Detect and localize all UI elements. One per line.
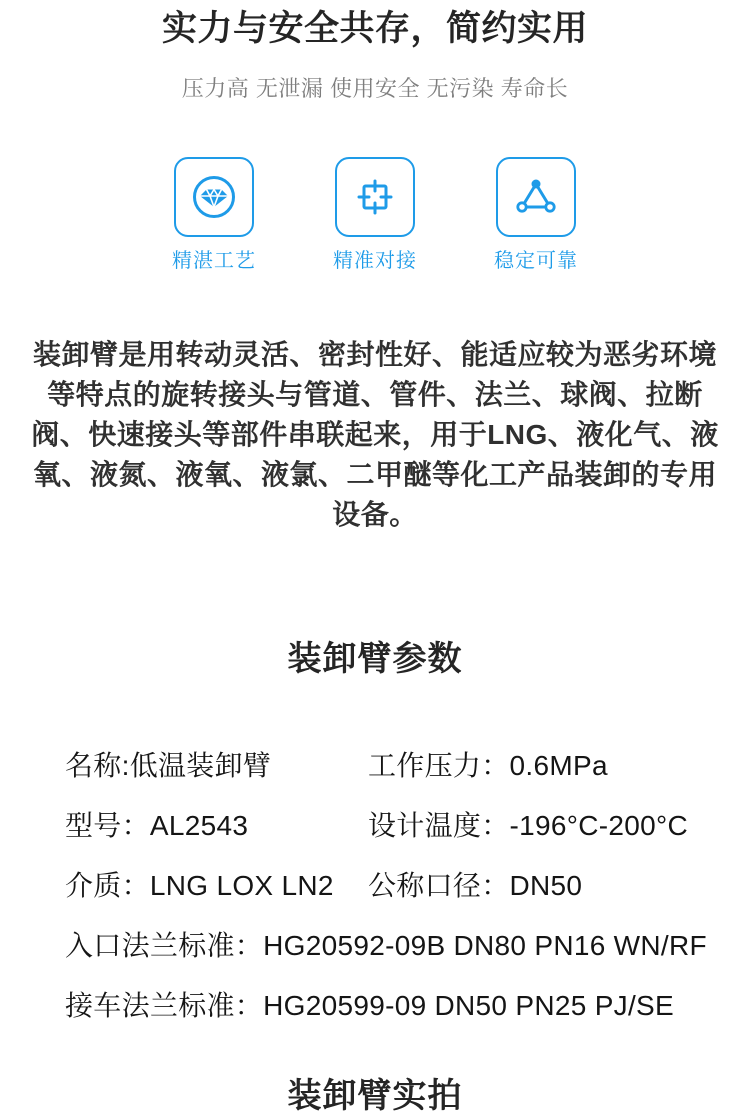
section-title-photos: 装卸臂实拍: [287, 1077, 463, 1115]
param-working-pressure: [368, 750, 720, 782]
param-label: 入口法兰标准：: [65, 930, 264, 961]
param-model: [65, 810, 368, 842]
param-label: 接车法兰标准：: [65, 990, 264, 1021]
param-label: 公称口径：: [368, 870, 510, 901]
param-label: 名称:: [65, 750, 130, 781]
param-value: HG20599-09 DN50 PN25 PJ/SE: [263, 990, 675, 1021]
param-value: AL2543: [149, 810, 249, 841]
param-value: 0.6MPa: [509, 750, 608, 781]
param-label: 介质：: [65, 870, 150, 901]
feature-label: 精准对接: [333, 250, 417, 272]
product-description: 装卸臂是用转动灵活、密封性好、能适应较为恶劣环境等特点的旋转接头与管道、管件、法兰、球阀、拉断阀、快速接头等部件串联起来，用于LNG、液化气、液氧、液氮、液氧、液氯、二甲醚等化工产品装卸的专用设备。: [31, 339, 719, 530]
param-value: LNG LOX LN2: [149, 870, 334, 901]
page-title: 实力与安全共存，简约实用: [161, 9, 588, 48]
feature-craftsmanship: [172, 157, 256, 273]
feature-alignment: [333, 157, 417, 273]
param-inlet-flange-standard: [65, 930, 720, 962]
feature-icon-box: [496, 157, 576, 237]
parameter-list: [0, 750, 750, 1022]
feature-icon-box: [335, 157, 415, 237]
param-name: [65, 750, 368, 782]
param-value: -196°C-200°C: [509, 810, 689, 841]
triangle-network-icon: [512, 173, 560, 221]
feature-label: 精湛工艺: [172, 250, 256, 272]
gem-icon: [190, 173, 238, 221]
param-medium: [65, 870, 368, 902]
feature-stability: [494, 157, 578, 273]
param-label: 型号：: [65, 810, 150, 841]
section-title-parameters: 装卸臂参数: [287, 640, 463, 678]
crosshair-frame-icon: [351, 173, 399, 221]
feature-label: 稳定可靠: [494, 250, 578, 272]
param-label: 设计温度：: [368, 810, 510, 841]
param-design-temperature: [368, 810, 720, 842]
param-nominal-diameter: [368, 870, 720, 902]
param-truck-flange-standard: [65, 990, 720, 1022]
feature-list: [0, 157, 750, 273]
page-subtitle: 压力高 无泄漏 使用安全 无污染 寿命长: [181, 76, 569, 101]
feature-icon-box: [174, 157, 254, 237]
param-label: 工作压力：: [368, 750, 510, 781]
param-value: 低温装卸臂: [129, 750, 272, 781]
param-value: DN50: [509, 870, 583, 901]
param-value: HG20592-09B DN80 PN16 WN/RF: [263, 930, 707, 961]
